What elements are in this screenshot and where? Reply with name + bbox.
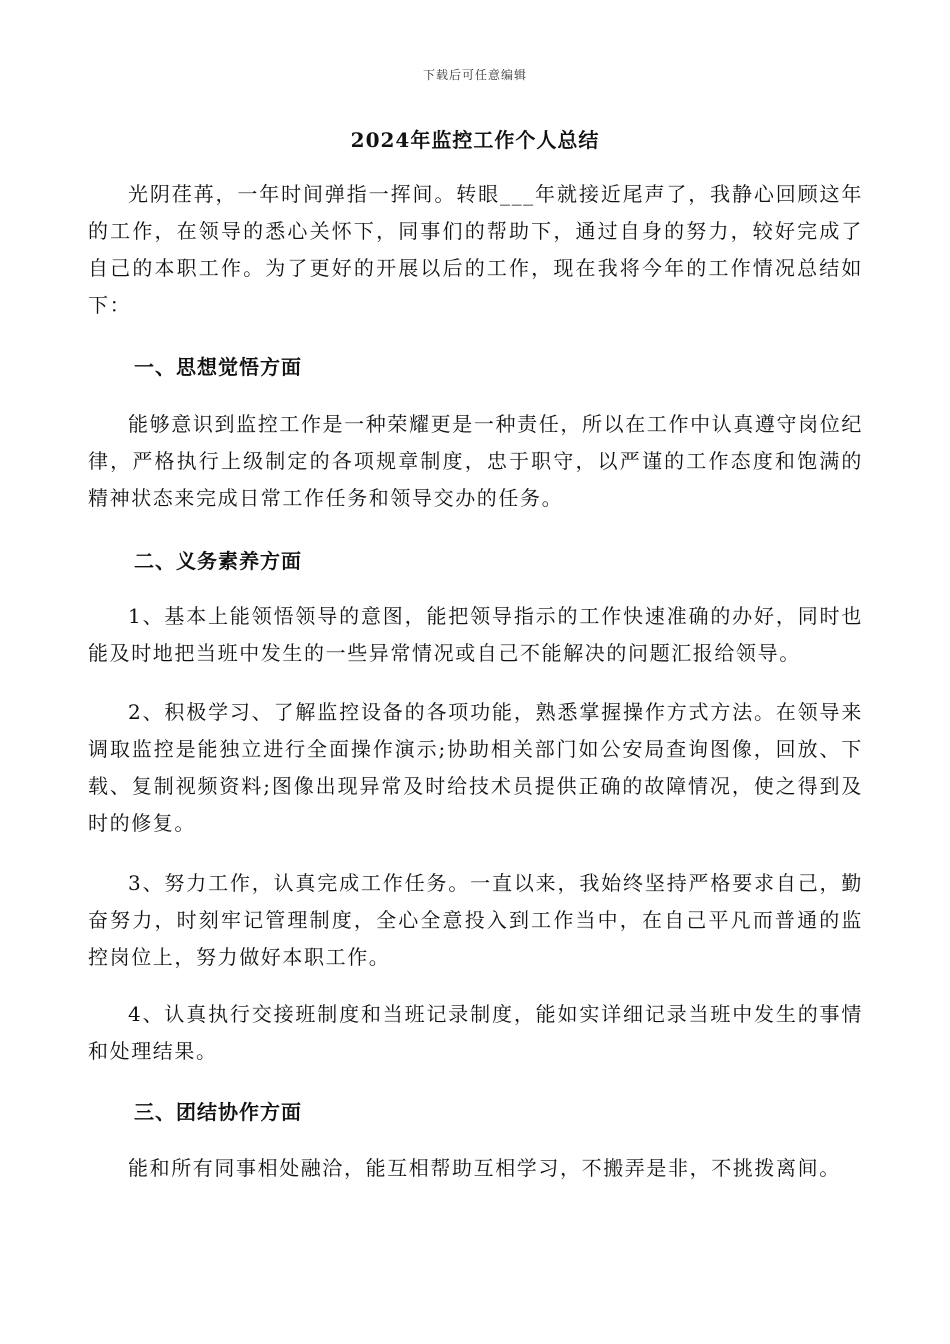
- section-heading-duty: 二、义务素养方面: [134, 549, 302, 573]
- intro-paragraph: 光阴荏苒，一年时间弹指一挥间。转眼___年就接近尾声了，我静心回顾这年的工作，在领导的悉心关怀下，同事们的帮助下，通过自身的努力，较好完成了自己的本职工作。为了更好的开展以后的工作，现在我将今年的工作情况总结如下：: [88, 182, 863, 317]
- section-paragraph: 4、认真执行交接班制度和当班记录制度，能如实详细记录当班中发生的事情和处理结果。: [88, 1002, 863, 1063]
- section-heading-thought: 一、思想觉悟方面: [134, 355, 302, 379]
- header-note: 下载后可任意编辑: [422, 68, 527, 82]
- document-title: 2024年监控工作个人总结: [350, 128, 600, 152]
- section-paragraph: 能和所有同事相处融洽，能互相帮助互相学习，不搬弄是非，不挑拨离间。: [128, 1156, 841, 1180]
- section-heading-teamwork: 三、团结协作方面: [134, 1100, 302, 1124]
- section-paragraph: 1、基本上能领悟领导的意图，能把领导指示的工作快速准确的办好，同时也能及时地把当班中发生的一些异常情况或自己不能解决的问题汇报给领导。: [88, 604, 863, 665]
- section-paragraph: 3、努力工作，认真完成工作任务。一直以来，我始终坚持严格要求自己，勤奋努力，时刻牢记管理制度，全心全意投入到工作当中，在自己平凡而普通的监控岗位上，努力做好本职工作。: [88, 871, 863, 969]
- section-paragraph: 2、积极学习、了解监控设备的各项功能，熟悉掌握操作方式方法。在领导来调取监控是能独立进行全面操作演示;协助相关部门如公安局查询图像，回放、下载、复制视频资料;图像出现异常及时给技术员提供正确的故障情况，使之得到及时的修复。: [88, 700, 863, 835]
- section-paragraph: 能够意识到监控工作是一种荣耀更是一种责任，所以在工作中认真遵守岗位纪律，严格执行上级制定的各项规章制度，忠于职守，以严谨的工作态度和饱满的精神状态来完成日常工作任务和领导交办的任务。: [88, 412, 863, 510]
